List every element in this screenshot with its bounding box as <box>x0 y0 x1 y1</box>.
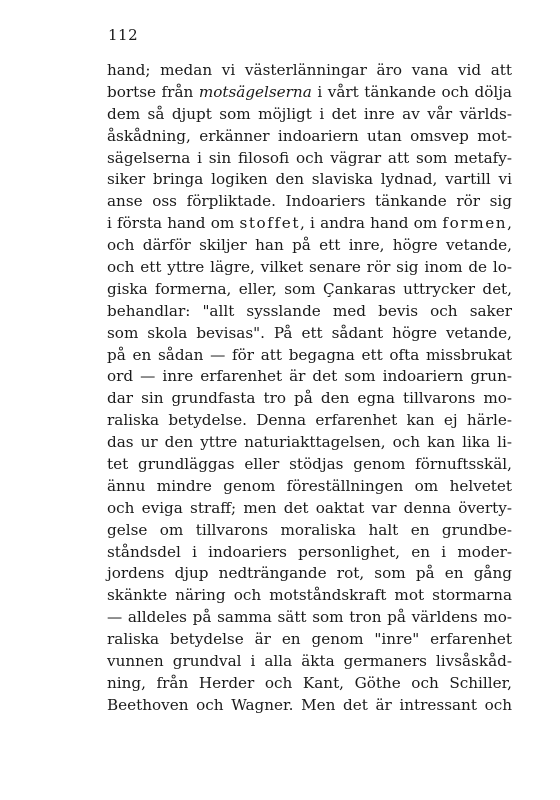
text-segment: i vårt tänkande och dölja <box>311 82 512 101</box>
text-line <box>107 345 512 367</box>
text-line <box>107 257 512 279</box>
text-segment: och därför skiljer han på ett inre, högre vetande, <box>107 236 512 255</box>
text-line <box>107 432 512 454</box>
text-segment: och eviga straff; men det oaktat var denna överty- <box>107 498 512 517</box>
text-line <box>107 235 512 257</box>
text-line <box>107 410 512 432</box>
text-line <box>107 542 512 564</box>
body-text <box>107 60 512 717</box>
text-line <box>107 126 512 148</box>
text-segment: på en sådan — för att begagna ett ofta missbrukat <box>107 345 512 364</box>
text-segment: behandlar: "allt sysslande med bevis och saker <box>107 301 512 320</box>
text-segment: åskådning, erkänner indoariern utan omsvep mot- <box>107 126 512 145</box>
text-segment: ståndsdel i indoariers personlighet, en i moder- <box>107 542 512 561</box>
text-line <box>107 104 512 126</box>
text-line <box>107 60 512 82</box>
text-segment: ning, från Herder och Kant, Göthe och Schiller, <box>107 673 512 692</box>
text-segment: , <box>507 214 512 233</box>
text-segment: jordens djup nedträngande rot, som på en gång <box>107 564 512 583</box>
text-segment: anse oss förpliktade. Indoariers tänkande rör sig <box>107 192 512 211</box>
text-line <box>107 673 512 695</box>
text-line <box>107 148 512 170</box>
text-segment: dar sin grundfasta tro på den egna tillvarons mo- <box>107 389 512 408</box>
text-line <box>107 454 512 476</box>
text-line <box>107 82 512 104</box>
text-line <box>107 476 512 498</box>
text-segment: dem så djupt som möjligt i det inre av vår världs- <box>107 104 512 123</box>
text-line <box>107 301 512 323</box>
text-line <box>107 191 512 213</box>
text-segment: raliska betydelse är en genom "inre" erfarenhet <box>107 630 512 649</box>
text-line <box>107 366 512 388</box>
text-segment: das ur den yttre naturiakttagelsen, och kan lika li- <box>107 433 512 452</box>
text-segment: hand; medan vi västerlänningar äro vana vid att <box>107 61 512 79</box>
text-segment: , i andra hand om <box>300 214 443 233</box>
text-segment: i första hand om <box>107 214 240 233</box>
text-line <box>107 388 512 410</box>
text-line <box>107 213 512 235</box>
emphasized-word: motsägelserna <box>198 82 312 101</box>
text-segment: som skola bevisas". På ett sådant högre vetande, <box>107 323 512 342</box>
text-line <box>107 607 512 629</box>
spaced-word: formen <box>442 214 508 233</box>
text-line <box>107 279 512 301</box>
text-segment: giska formerna, eller, som Çankaras uttrycker det, <box>107 279 512 298</box>
text-segment: — alldeles på samma sätt som tron på världens mo- <box>107 608 512 627</box>
text-segment: siker bringa logiken den slaviska lydnad, vartill vi <box>107 170 512 189</box>
text-line <box>107 563 512 585</box>
text-line <box>107 169 512 191</box>
text-segment: sägelserna i sin filosofi och vägrar att som metafy- <box>107 148 512 167</box>
text-segment: och ett yttre lägre, vilket senare rör sig inom de lo- <box>107 258 512 277</box>
text-line <box>107 629 512 651</box>
text-segment: Beethoven och Wagner. Men det är intressant och <box>107 695 512 714</box>
text-segment: gelse om tillvarons moraliska halt en grundbe- <box>107 520 512 539</box>
page-number: 112 <box>108 26 139 44</box>
text-line <box>107 498 512 520</box>
text-line <box>107 520 512 542</box>
text-segment: vunnen grundval i alla äkta germaners livsåskåd- <box>107 652 512 671</box>
text-segment: ännu mindre genom föreställningen om helvetet <box>107 476 512 495</box>
text-line <box>107 585 512 607</box>
text-line <box>107 323 512 345</box>
text-segment: skänkte näring och motståndskraft mot stormarna <box>107 586 512 605</box>
text-line <box>107 695 512 717</box>
text-segment: bortse från <box>107 82 199 101</box>
text-segment: tet grundläggas eller stödjas genom förnuftsskäl, <box>107 455 512 474</box>
text-segment: raliska betydelse. Denna erfarenhet kan ej härle- <box>107 411 512 430</box>
spaced-word: stoffet <box>239 214 301 233</box>
text-segment: ord — inre erfarenhet är det som indoariern grun- <box>107 367 512 386</box>
text-line <box>107 651 512 673</box>
